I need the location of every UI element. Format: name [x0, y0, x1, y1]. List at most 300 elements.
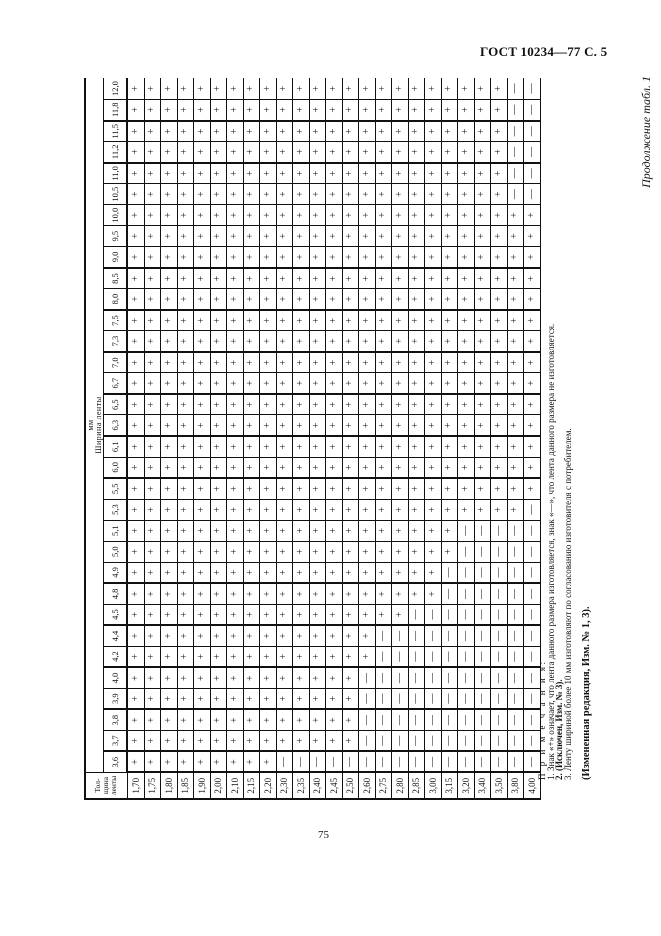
available-mark: + — [342, 583, 359, 604]
available-mark: + — [210, 289, 227, 310]
available-mark: + — [359, 331, 376, 352]
available-mark: + — [309, 331, 326, 352]
available-mark: + — [326, 247, 343, 268]
available-mark: + — [474, 184, 491, 205]
available-mark: + — [161, 625, 178, 646]
available-mark: + — [375, 415, 392, 436]
unavailable-mark: — — [474, 730, 491, 751]
available-mark: + — [507, 310, 524, 331]
available-mark: + — [260, 331, 277, 352]
available-mark: + — [243, 436, 260, 457]
available-mark: + — [243, 457, 260, 478]
available-mark: + — [144, 709, 161, 730]
available-mark: + — [408, 373, 425, 394]
unavailable-mark: — — [491, 709, 508, 730]
unavailable-mark: — — [524, 142, 541, 163]
available-mark: + — [458, 331, 475, 352]
available-mark: + — [276, 646, 293, 667]
unavailable-mark: — — [524, 709, 541, 730]
width-label-cell: 6,1 — [104, 436, 128, 457]
available-mark: + — [210, 457, 227, 478]
available-mark: + — [408, 205, 425, 226]
table-row — [127, 78, 144, 799]
available-mark: + — [227, 100, 244, 121]
available-mark: + — [177, 289, 194, 310]
available-mark: + — [161, 352, 178, 373]
available-mark: + — [524, 457, 541, 478]
available-mark: + — [243, 541, 260, 562]
available-mark: + — [408, 457, 425, 478]
width-label-cell: 11,0 — [104, 163, 128, 184]
available-mark: + — [177, 436, 194, 457]
unavailable-mark: — — [392, 751, 409, 772]
available-mark: + — [260, 562, 277, 583]
available-mark: + — [177, 100, 194, 121]
available-mark: + — [243, 688, 260, 709]
available-mark: + — [144, 541, 161, 562]
available-mark: + — [210, 352, 227, 373]
unavailable-mark: — — [507, 121, 524, 142]
thickness-label-cell: 2,85 — [408, 773, 425, 800]
available-mark: + — [491, 394, 508, 415]
available-mark: + — [309, 457, 326, 478]
available-mark: + — [144, 78, 161, 100]
available-mark: + — [425, 520, 442, 541]
available-mark: + — [276, 268, 293, 289]
available-mark: + — [326, 331, 343, 352]
width-label-cell: 12,0 — [104, 78, 128, 100]
available-mark: + — [458, 268, 475, 289]
available-mark: + — [276, 247, 293, 268]
table-row — [177, 78, 194, 799]
available-mark: + — [326, 78, 343, 100]
available-mark: + — [408, 562, 425, 583]
available-mark: + — [359, 541, 376, 562]
available-mark: + — [276, 667, 293, 688]
available-mark: + — [293, 142, 310, 163]
available-mark: + — [210, 268, 227, 289]
available-mark: + — [260, 415, 277, 436]
unavailable-mark: — — [524, 520, 541, 541]
available-mark: + — [359, 226, 376, 247]
available-mark: + — [144, 415, 161, 436]
available-mark: + — [127, 730, 144, 751]
available-mark: + — [194, 100, 211, 121]
unavailable-mark: — — [507, 78, 524, 100]
available-mark: + — [276, 562, 293, 583]
available-mark: + — [177, 625, 194, 646]
unavailable-mark: — — [507, 100, 524, 121]
available-mark: + — [326, 667, 343, 688]
available-mark: + — [276, 184, 293, 205]
available-mark: + — [260, 289, 277, 310]
available-mark: + — [243, 415, 260, 436]
available-mark: + — [441, 289, 458, 310]
available-mark: + — [144, 121, 161, 142]
available-mark: + — [342, 436, 359, 457]
available-mark: + — [441, 520, 458, 541]
available-mark: + — [524, 331, 541, 352]
available-mark: + — [177, 604, 194, 625]
thickness-label-cell: 1,70 — [127, 773, 144, 800]
width-label-cell: 5,1 — [104, 520, 128, 541]
available-mark: + — [194, 415, 211, 436]
available-mark: + — [491, 268, 508, 289]
table-header-row — [85, 78, 104, 799]
available-mark: + — [491, 310, 508, 331]
available-mark: + — [309, 100, 326, 121]
available-mark: + — [408, 226, 425, 247]
available-mark: + — [375, 163, 392, 184]
available-mark: + — [276, 688, 293, 709]
unavailable-mark: — — [491, 730, 508, 751]
available-mark: + — [227, 205, 244, 226]
available-mark: + — [127, 205, 144, 226]
available-mark: + — [524, 247, 541, 268]
available-mark: + — [375, 541, 392, 562]
available-mark: + — [243, 352, 260, 373]
unavailable-mark: — — [474, 583, 491, 604]
width-label-cell: 3,8 — [104, 709, 128, 730]
available-mark: + — [392, 583, 409, 604]
available-mark: + — [359, 499, 376, 520]
available-mark: + — [474, 268, 491, 289]
available-mark: + — [276, 499, 293, 520]
available-mark: + — [161, 78, 178, 100]
table-row — [474, 78, 491, 799]
available-mark: + — [144, 205, 161, 226]
available-mark: + — [359, 268, 376, 289]
available-mark: + — [441, 226, 458, 247]
available-mark: + — [441, 541, 458, 562]
available-mark: + — [491, 205, 508, 226]
available-mark: + — [293, 646, 310, 667]
available-mark: + — [144, 604, 161, 625]
available-mark: + — [161, 394, 178, 415]
available-mark: + — [227, 247, 244, 268]
available-mark: + — [144, 646, 161, 667]
width-label-cell: 11,5 — [104, 121, 128, 142]
available-mark: + — [161, 583, 178, 604]
available-mark: + — [194, 268, 211, 289]
available-mark: + — [309, 184, 326, 205]
unavailable-mark: — — [441, 667, 458, 688]
available-mark: + — [425, 457, 442, 478]
unavailable-mark: — — [458, 604, 475, 625]
table-row — [260, 78, 277, 799]
available-mark: + — [194, 541, 211, 562]
available-mark: + — [309, 478, 326, 499]
table-row — [326, 78, 343, 799]
available-mark: + — [425, 163, 442, 184]
unavailable-mark: — — [474, 709, 491, 730]
available-mark: + — [194, 352, 211, 373]
table-row — [392, 78, 409, 799]
available-mark: + — [276, 415, 293, 436]
available-mark: + — [227, 604, 244, 625]
available-mark: + — [194, 730, 211, 751]
available-mark: + — [441, 415, 458, 436]
available-mark: + — [359, 289, 376, 310]
available-mark: + — [309, 394, 326, 415]
available-mark: + — [276, 730, 293, 751]
unavailable-mark: — — [458, 667, 475, 688]
available-mark: + — [359, 352, 376, 373]
available-mark: + — [359, 646, 376, 667]
available-mark: + — [458, 457, 475, 478]
unavailable-mark: — — [425, 604, 442, 625]
available-mark: + — [127, 709, 144, 730]
available-mark: + — [177, 646, 194, 667]
available-mark: + — [359, 478, 376, 499]
available-mark: + — [210, 583, 227, 604]
available-mark: + — [293, 331, 310, 352]
available-mark: + — [392, 184, 409, 205]
available-mark: + — [326, 499, 343, 520]
available-mark: + — [309, 205, 326, 226]
available-mark: + — [293, 100, 310, 121]
available-mark: + — [342, 499, 359, 520]
thickness-label-cell: 1,90 — [194, 773, 211, 800]
available-mark: + — [458, 100, 475, 121]
available-mark: + — [276, 478, 293, 499]
available-mark: + — [359, 394, 376, 415]
unavailable-mark: — — [425, 751, 442, 772]
unavailable-mark: — — [293, 751, 310, 772]
table-row — [359, 78, 376, 799]
available-mark: + — [392, 436, 409, 457]
available-mark: + — [491, 142, 508, 163]
available-mark: + — [177, 205, 194, 226]
available-mark: + — [392, 457, 409, 478]
available-mark: + — [375, 373, 392, 394]
available-mark: + — [127, 436, 144, 457]
unavailable-mark: — — [375, 625, 392, 646]
width-label-cell: 4,9 — [104, 562, 128, 583]
available-mark: + — [210, 730, 227, 751]
available-mark: + — [491, 100, 508, 121]
available-mark: + — [210, 310, 227, 331]
available-mark: + — [359, 310, 376, 331]
available-mark: + — [425, 205, 442, 226]
width-label-cell: 7,3 — [104, 331, 128, 352]
thickness-label-cell: 3,15 — [441, 773, 458, 800]
available-mark: + — [326, 394, 343, 415]
unavailable-mark: — — [408, 604, 425, 625]
available-mark: + — [293, 478, 310, 499]
available-mark: + — [375, 499, 392, 520]
available-mark: + — [210, 709, 227, 730]
available-mark: + — [210, 436, 227, 457]
unavailable-mark: — — [507, 541, 524, 562]
available-mark: + — [210, 100, 227, 121]
available-mark: + — [375, 289, 392, 310]
available-mark: + — [177, 184, 194, 205]
available-mark: + — [243, 184, 260, 205]
available-mark: + — [375, 436, 392, 457]
available-mark: + — [293, 415, 310, 436]
width-label-cell: 6,0 — [104, 457, 128, 478]
available-mark: + — [227, 415, 244, 436]
available-mark: + — [425, 226, 442, 247]
available-mark: + — [227, 184, 244, 205]
available-mark: + — [260, 688, 277, 709]
available-mark: + — [309, 352, 326, 373]
available-mark: + — [293, 310, 310, 331]
available-mark: + — [161, 142, 178, 163]
available-mark: + — [425, 352, 442, 373]
available-mark: + — [342, 184, 359, 205]
available-mark: + — [260, 352, 277, 373]
available-mark: + — [210, 331, 227, 352]
unavailable-mark: — — [458, 709, 475, 730]
available-mark: + — [524, 415, 541, 436]
available-mark: + — [392, 205, 409, 226]
unavailable-mark: — — [425, 625, 442, 646]
available-mark: + — [293, 373, 310, 394]
available-mark: + — [524, 436, 541, 457]
available-mark: + — [408, 184, 425, 205]
available-mark: + — [392, 478, 409, 499]
unavailable-mark: — — [441, 688, 458, 709]
available-mark: + — [342, 373, 359, 394]
width-label-cell: 3,7 — [104, 730, 128, 751]
available-mark: + — [392, 520, 409, 541]
unavailable-mark: — — [491, 625, 508, 646]
available-mark: + — [243, 667, 260, 688]
unavailable-mark: — — [507, 562, 524, 583]
thickness-label-cell: 3,20 — [458, 773, 475, 800]
available-mark: + — [127, 688, 144, 709]
unavailable-mark: — — [359, 688, 376, 709]
unavailable-mark: — — [474, 541, 491, 562]
available-mark: + — [227, 310, 244, 331]
unavailable-mark: — — [326, 751, 343, 772]
available-mark: + — [309, 373, 326, 394]
available-mark: + — [194, 436, 211, 457]
available-mark: + — [309, 142, 326, 163]
available-mark: + — [458, 78, 475, 100]
available-mark: + — [458, 163, 475, 184]
available-mark: + — [210, 373, 227, 394]
available-mark: + — [227, 121, 244, 142]
available-mark: + — [342, 688, 359, 709]
available-mark: + — [474, 247, 491, 268]
available-mark: + — [227, 331, 244, 352]
available-mark: + — [474, 121, 491, 142]
available-mark: + — [375, 457, 392, 478]
table-row — [194, 78, 211, 799]
available-mark: + — [359, 121, 376, 142]
available-mark: + — [474, 226, 491, 247]
available-mark: + — [458, 226, 475, 247]
unavailable-mark: — — [408, 751, 425, 772]
available-mark: + — [127, 583, 144, 604]
available-mark: + — [293, 436, 310, 457]
available-mark: + — [326, 163, 343, 184]
available-mark: + — [408, 331, 425, 352]
available-mark: + — [177, 352, 194, 373]
available-mark: + — [441, 268, 458, 289]
unavailable-mark: — — [474, 688, 491, 709]
available-mark: + — [392, 562, 409, 583]
available-mark: + — [127, 751, 144, 772]
available-mark: + — [309, 226, 326, 247]
thickness-label-cell: 2,40 — [309, 773, 326, 800]
available-mark: + — [177, 247, 194, 268]
thickness-label-cell: 3,50 — [491, 773, 508, 800]
available-mark: + — [408, 163, 425, 184]
available-mark: + — [276, 373, 293, 394]
available-mark: + — [342, 709, 359, 730]
available-mark: + — [227, 457, 244, 478]
available-mark: + — [491, 247, 508, 268]
width-label-cell: 10,0 — [104, 205, 128, 226]
available-mark: + — [177, 226, 194, 247]
unavailable-mark: — — [309, 751, 326, 772]
available-mark: + — [161, 646, 178, 667]
available-mark: + — [276, 289, 293, 310]
available-mark: + — [326, 478, 343, 499]
unavailable-mark: — — [441, 583, 458, 604]
available-mark: + — [392, 121, 409, 142]
unavailable-mark: — — [458, 625, 475, 646]
width-label-cell: 5,3 — [104, 499, 128, 520]
available-mark: + — [342, 310, 359, 331]
available-mark: + — [276, 352, 293, 373]
available-mark: + — [161, 163, 178, 184]
available-mark: + — [491, 226, 508, 247]
available-mark: + — [144, 100, 161, 121]
available-mark: + — [342, 331, 359, 352]
unavailable-mark: — — [392, 667, 409, 688]
unavailable-mark: — — [392, 625, 409, 646]
available-mark: + — [359, 562, 376, 583]
available-mark: + — [491, 163, 508, 184]
unavailable-mark: — — [524, 667, 541, 688]
available-mark: + — [441, 352, 458, 373]
thickness-label-cell: 4,00 — [524, 773, 541, 800]
available-mark: + — [408, 78, 425, 100]
available-mark: + — [227, 163, 244, 184]
available-mark: + — [276, 436, 293, 457]
available-mark: + — [194, 478, 211, 499]
available-mark: + — [161, 100, 178, 121]
available-mark: + — [309, 415, 326, 436]
available-mark: + — [309, 688, 326, 709]
unavailable-mark: — — [408, 709, 425, 730]
available-mark: + — [507, 436, 524, 457]
thickness-label-cell: 2,00 — [210, 773, 227, 800]
available-mark: + — [243, 646, 260, 667]
available-mark: + — [491, 499, 508, 520]
available-mark: + — [342, 394, 359, 415]
available-mark: + — [194, 121, 211, 142]
available-mark: + — [293, 184, 310, 205]
available-mark: + — [342, 78, 359, 100]
available-mark: + — [293, 352, 310, 373]
available-mark: + — [326, 100, 343, 121]
available-mark: + — [276, 394, 293, 415]
available-mark: + — [326, 646, 343, 667]
tape-size-table — [84, 78, 541, 800]
available-mark: + — [243, 730, 260, 751]
available-mark: + — [458, 247, 475, 268]
available-mark: + — [425, 310, 442, 331]
available-mark: + — [276, 709, 293, 730]
available-mark: + — [210, 478, 227, 499]
available-mark: + — [309, 730, 326, 751]
